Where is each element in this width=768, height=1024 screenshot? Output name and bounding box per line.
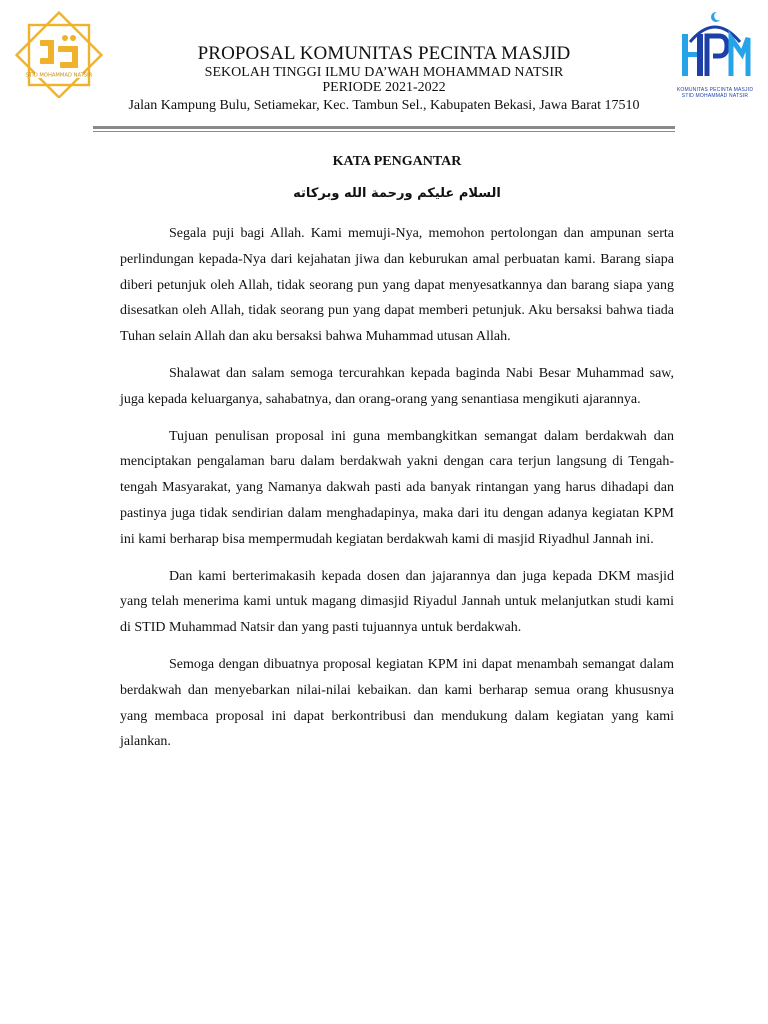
letterhead — [92, 44, 676, 114]
arabic-greeting: السلام عليكم ورحمة الله وبركاته — [293, 186, 501, 201]
letterhead-divider-thin — [93, 131, 675, 132]
kpm-caption-line1: KOMUNITAS PECINTA MASJID — [676, 87, 754, 93]
kpm-logo-caption — [672, 87, 758, 99]
kpm-caption-line2: STID MOHAMMAD NATSIR — [681, 93, 749, 99]
letterhead-title: PROPOSAL KOMUNITAS PECINTA MASJID — [197, 43, 571, 64]
document-body — [120, 221, 674, 766]
paragraph: Tujuan penulisan proposal ini guna membangkitkan semangat dalam berdakwah dan menciptakan pengalaman baru dalam berdakwah yakni dengan cara terjun langsung di Tengah-tengah Masyarakat, yang Namanya dakwah pasti ada banyak rintangan yang harus dihadapi dan pastinya juga tidak sendirian dalam menghadapinya, maka dari itu dengan adanya kegiatan KPM ini kami berharap bisa mempermudah kegiatan berdakwah kami di masjid Riyadhul Jannah ini. — [120, 428, 674, 547]
letterhead-institution: SEKOLAH TINGGI ILMU DA’WAH MOHAMMAD NATSIR — [204, 65, 564, 80]
kpm-logo — [672, 8, 758, 100]
kpm-monogram-icon — [672, 8, 758, 86]
paragraph: Shalawat dan salam semoga tercurahkan kepada baginda Nabi Besar Muhammad saw, juga kepada keluarganya, sahabatnya, dan orang-orang yang senantiasa mengikuti ajarannya. — [120, 365, 674, 407]
letterhead-divider-thick — [93, 126, 675, 129]
paragraph: Semoga dengan dibuatnya proposal kegiatan KPM ini dapat menambah semangat dalam berdakwah dan menyebarkan nilai-nilai kebaikan. dan kami berharap semua orang khususnya yang membaca proposal ini dapat berkontribusi dan mendukung dalam kegiatan yang kami jalankan. — [120, 656, 674, 750]
letterhead-address: Jalan Kampung Bulu, Setiamekar, Kec. Tambun Sel., Kabupaten Bekasi, Jawa Barat 17510 — [128, 98, 640, 113]
letterhead-period: PERIODE 2021-2022 — [322, 80, 446, 95]
paragraph: Segala puji bagi Allah. Kami memuji-Nya, memohon pertolongan dan ampunan serta perlindungan kepada-Nya dari kejahatan jiwa dan keburukan amal perbuatan kami. Barang siapa diberi petunjuk oleh Allah, tidak seorang pun yang dapat menyesatkannya dan barang siapa yang disesatkan oleh Allah, tidak seorang pun yang dapat memberi petunjuk. Aku bersaksi bahwa tiada Tuhan selain Allah dan aku bersaksi bahwa Muhammad utusan Allah. — [120, 226, 674, 345]
document-title: KATA PENGANTAR — [332, 154, 462, 169]
stid-logo-caption: STID MOHAMMAD NATSIR — [25, 72, 93, 79]
paragraph: Dan kami berterimakasih kepada dosen dan jajarannya dan juga kepada DKM masjid yang telah menerima kami untuk magang dimasjid Riyadul Jannah untuk melanjutkan studi kami di STID Muhammad Natsir dan yang pasti tujuannya untuk berdakwah. — [120, 568, 674, 636]
